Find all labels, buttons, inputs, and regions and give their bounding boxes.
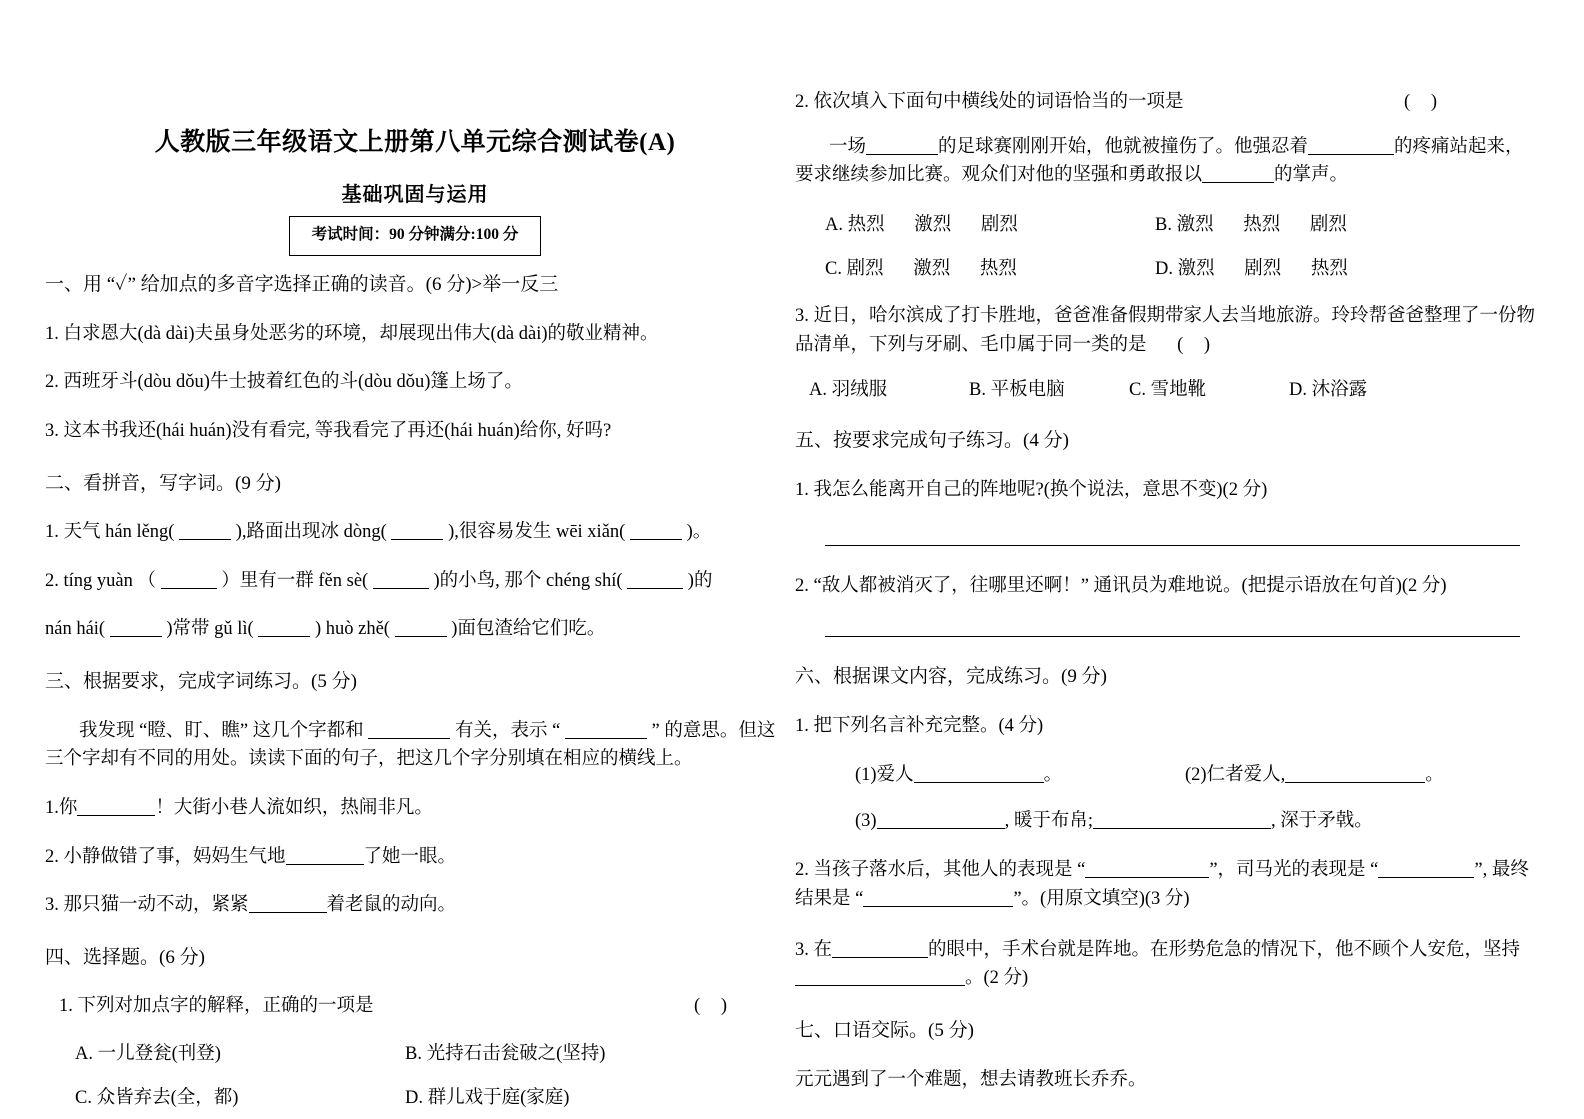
section-6-q1: 1. 把下列名言补充完整。(4 分) <box>795 715 1044 736</box>
s2-l2-d: )的 <box>687 570 713 591</box>
exam-info-box: 考试时间：90 分钟满分:100 分 <box>289 216 542 256</box>
s2-l1-b: ),路面出现冰 dòng( <box>235 522 387 543</box>
blank[interactable] <box>863 906 1013 907</box>
answer-paren[interactable]: ( ) <box>1404 92 1445 112</box>
maxim-2-a: (2)仁者爱人, <box>1185 765 1286 786</box>
blank[interactable] <box>565 738 647 739</box>
section-7-heading: 七、口语交际。(5 分) <box>795 1020 974 1042</box>
option-word-3: 热烈 <box>1310 259 1348 280</box>
maxim-3-b: , 暖于布帛; <box>1004 811 1093 832</box>
section-6-q1-row-2 <box>795 806 1535 832</box>
s6-q3-b: 的眼中，手术台就是阵地。在形势危急的情况下，他不顾个人安危，坚持 <box>928 939 1521 960</box>
option-label: D. <box>1155 259 1173 280</box>
section-4-q2-passage <box>795 133 1535 190</box>
blank[interactable] <box>795 985 965 986</box>
blank[interactable] <box>110 636 162 637</box>
section-5-q2: 2. “敌人都被消灭了，往哪里还啊！” 通讯员为难地说。(把提示语放在句首)(2 分) <box>795 575 1447 596</box>
section-4-q2-options-row-2 <box>795 254 1535 280</box>
s3-prompt-b: 有关，表示 “ <box>454 720 561 741</box>
blank[interactable] <box>77 815 155 816</box>
s6-q2-c: ”, 最终结果是 “ <box>795 860 1529 910</box>
maxim-1-a: (1)爱人 <box>855 765 914 786</box>
s3-i2-a: 2. 小静做错了事，妈妈生气地 <box>45 846 286 867</box>
s4-q1-text: 1. 下列对加点字的解释，正确的一项是 <box>59 996 374 1017</box>
section-6-q3 <box>795 936 1535 993</box>
option-a[interactable]: A. 羽绒服 <box>809 380 888 401</box>
blank[interactable] <box>877 828 1005 829</box>
maxim-3-a: (3) <box>855 811 877 832</box>
s4-q2-p-b: 的足球赛刚刚开始，他就被撞伤了。他强忍着 <box>938 136 1309 157</box>
maxim-3-c: , 深于矛戟。 <box>1270 811 1373 832</box>
section-4-q2 <box>795 88 1535 117</box>
option-word-2: 激烈 <box>914 215 952 236</box>
option-word-3: 热烈 <box>979 259 1017 280</box>
blank[interactable] <box>914 782 1044 783</box>
s3-prompt-c: ” 的意思。但这三个字却有不同的用处。读读下面的句子，把这几个字分别填在相应的横线上。 <box>45 720 776 770</box>
exam-info-wrap <box>45 216 785 256</box>
s4-q2-p-c: 的疼痛站起来，要求继续参加比赛。观众们对他的坚强和勇敢报以 <box>795 136 1524 186</box>
option-label: A. <box>825 215 843 236</box>
option-word-1: 激烈 <box>1177 259 1215 280</box>
blank[interactable] <box>1202 182 1274 183</box>
section-2-heading: 二、看拼音，写字词。(9 分) <box>45 472 281 494</box>
option-word-2: 剧烈 <box>1244 259 1282 280</box>
s6-q2-d: ”。(用原文填空)(3 分) <box>1013 889 1190 910</box>
s2-l1-a: 1. 天气 hán lěng( <box>45 522 175 543</box>
blank[interactable] <box>1308 154 1394 155</box>
right-column <box>795 0 1535 1094</box>
page-subtitle: 基础巩固与运用 <box>341 184 489 206</box>
section-2-item-1 <box>45 518 785 547</box>
option-a[interactable]: A. 一儿登瓮(刊登) <box>75 1044 221 1065</box>
option-a[interactable] <box>825 210 1155 236</box>
section-3-item-2 <box>45 843 785 872</box>
blank[interactable] <box>179 539 231 540</box>
s3-i3-a: 3. 那只猫一动不动，紧紧 <box>45 895 249 916</box>
s4-q2-p-a: 一场 <box>829 136 867 157</box>
option-word-1: 激烈 <box>1176 215 1214 236</box>
option-b[interactable] <box>1155 210 1485 236</box>
s2-l1-c: ),很容易发生 wēi xiǎn( <box>448 522 626 543</box>
blank[interactable] <box>866 154 938 155</box>
blank[interactable] <box>258 636 310 637</box>
answer-line-2[interactable] <box>825 636 1520 637</box>
section-1-item-1: 1. 白求恩大(dà dài)夫虽身处恶劣的环境，却展现出伟大(dà dài)的敬业精神。 <box>45 323 659 344</box>
maxim-2-b: 。 <box>1425 765 1444 786</box>
s4-q2-text: 2. 依次填入下面句中横线处的词语恰当的一项是 <box>795 92 1184 112</box>
blank[interactable] <box>395 636 447 637</box>
option-word-1: 剧烈 <box>846 259 884 280</box>
section-4-q3-options <box>795 375 1535 401</box>
s6-q3-a: 3. 在 <box>795 939 833 960</box>
blank[interactable] <box>391 539 443 540</box>
section-6-q1-row-1 <box>795 760 1535 786</box>
s2-l3-d: )面包渣给它们吃。 <box>451 619 606 640</box>
section-2-item-2 <box>45 567 785 596</box>
s2-l2-b: ）里有一群 fěn sè( <box>221 570 369 591</box>
s6-q2-a: 2. 当孩子落水后，其他人的表现是 “ <box>795 860 1086 881</box>
s3-i1-b: ！大街小巷人流如织，热闹非凡。 <box>155 797 433 818</box>
option-c[interactable]: C. 众皆弃去(全，都) <box>75 1088 239 1109</box>
s2-l1-d: )。 <box>686 522 712 543</box>
option-word-3: 剧烈 <box>980 215 1018 236</box>
option-word-2: 热烈 <box>1243 215 1281 236</box>
s4-q3-text: 3. 近日，哈尔滨成了打卡胜地，爸爸准备假期带家人去当地旅游。玲玲帮爸爸整理了一份物品清单，下列与牙刷、毛巾属于同一类的是 <box>795 306 1536 355</box>
blank[interactable] <box>1378 877 1474 878</box>
answer-paren[interactable]: ( ) <box>1177 334 1219 355</box>
option-c[interactable]: C. 雪地靴 <box>1129 380 1207 401</box>
s6-q3-c: 。(2 分) <box>965 968 1029 989</box>
blank[interactable] <box>1085 877 1209 878</box>
option-b[interactable]: B. 光持石击瓮破之(坚持) <box>405 1044 606 1065</box>
section-6-q2 <box>795 856 1535 913</box>
option-word-3: 剧烈 <box>1309 215 1347 236</box>
maxim-1-b: 。 <box>1043 765 1063 786</box>
option-d[interactable]: D. 沐浴露 <box>1289 380 1368 401</box>
s2-l3-c: ) huò zhě( <box>314 619 390 640</box>
s2-l2-c: )的小鸟, 那个 chéng shí( <box>433 570 623 591</box>
s4-q2-p-d: 的掌声。 <box>1274 165 1349 186</box>
section-4-q2-options-row-1 <box>795 210 1535 236</box>
section-4-q1-options-row-2 <box>45 1083 785 1109</box>
option-d[interactable]: D. 群儿戏于庭(家庭) <box>405 1088 570 1109</box>
option-c[interactable] <box>825 254 1155 280</box>
s2-l3-a: nán hái( <box>45 619 106 640</box>
section-5-q1: 1. 我怎么能离开自己的阵地呢?(换个说法，意思不变)(2 分) <box>795 479 1268 500</box>
option-label: C. <box>825 259 842 280</box>
option-word-1: 热烈 <box>847 215 885 236</box>
s3-i2-b: 了她一眼。 <box>363 846 457 867</box>
section-1-item-3: 3. 这本书我还(hái huán)没有看完, 等我看完了再还(hái huán)给你, 好吗? <box>45 420 612 441</box>
option-b[interactable]: B. 平板电脑 <box>969 380 1065 401</box>
section-3-heading: 三、根据要求，完成字词练习。(5 分) <box>45 671 357 693</box>
s3-i3-b: 着老鼠的动向。 <box>326 895 457 916</box>
section-4-q1-options-row-1 <box>45 1039 785 1065</box>
s6-q2-b: ”，司马光的表现是 “ <box>1209 860 1379 881</box>
blank[interactable] <box>161 588 217 589</box>
section-1-heading: 一、用 “✓” 给加点的多音字选择正确的读音。(6 分)>举一反三 <box>45 274 559 295</box>
section-2-item-3 <box>45 615 785 644</box>
blank[interactable] <box>630 539 682 540</box>
maxim-2 <box>1185 760 1444 786</box>
left-column <box>45 0 785 1109</box>
s2-l2-a: 2. tíng yuàn （ <box>45 570 156 591</box>
answer-line-1[interactable] <box>825 545 1520 546</box>
s2-l3-b: )常带 gǔ lì( <box>166 619 254 640</box>
blank[interactable] <box>832 957 928 958</box>
blank[interactable] <box>286 864 364 865</box>
section-3-prompt <box>45 717 785 774</box>
blank[interactable] <box>1285 782 1425 783</box>
section-1-item-2: 2. 西班牙斗(dòu dǒu)牛士披着红色的斗(dòu dǒu)篷上场了。 <box>45 372 523 393</box>
section-7-body: 元元遇到了一个难题，想去请教班长乔乔。 <box>795 1069 1147 1090</box>
blank[interactable] <box>627 588 683 589</box>
section-4-q3 <box>795 302 1535 359</box>
blank[interactable] <box>368 738 450 739</box>
option-d[interactable] <box>1155 254 1485 280</box>
blank[interactable] <box>1093 828 1271 829</box>
answer-paren[interactable]: ( ) <box>694 996 735 1017</box>
section-4-q1 <box>45 992 785 1021</box>
maxim-1 <box>855 760 1185 786</box>
section-4-heading: 四、选择题。(6 分) <box>45 946 205 968</box>
s3-prompt-a: 我发现 “瞪、盯、瞧” 这几个字都和 <box>79 720 364 741</box>
section-3-item-3 <box>45 891 785 920</box>
blank[interactable] <box>373 588 429 589</box>
option-label: B. <box>1155 215 1172 236</box>
section-5-heading: 五、按要求完成句子练习。(4 分) <box>795 430 1069 452</box>
page-title: 人教版三年级语文上册第八单元综合测试卷(A) <box>154 129 676 156</box>
blank[interactable] <box>249 912 327 913</box>
s3-i1-a: 1.你 <box>45 797 78 818</box>
section-3-item-1 <box>45 794 785 823</box>
section-6-heading: 六、根据课文内容，完成练习。(9 分) <box>795 666 1107 688</box>
option-word-2: 激烈 <box>913 259 951 280</box>
